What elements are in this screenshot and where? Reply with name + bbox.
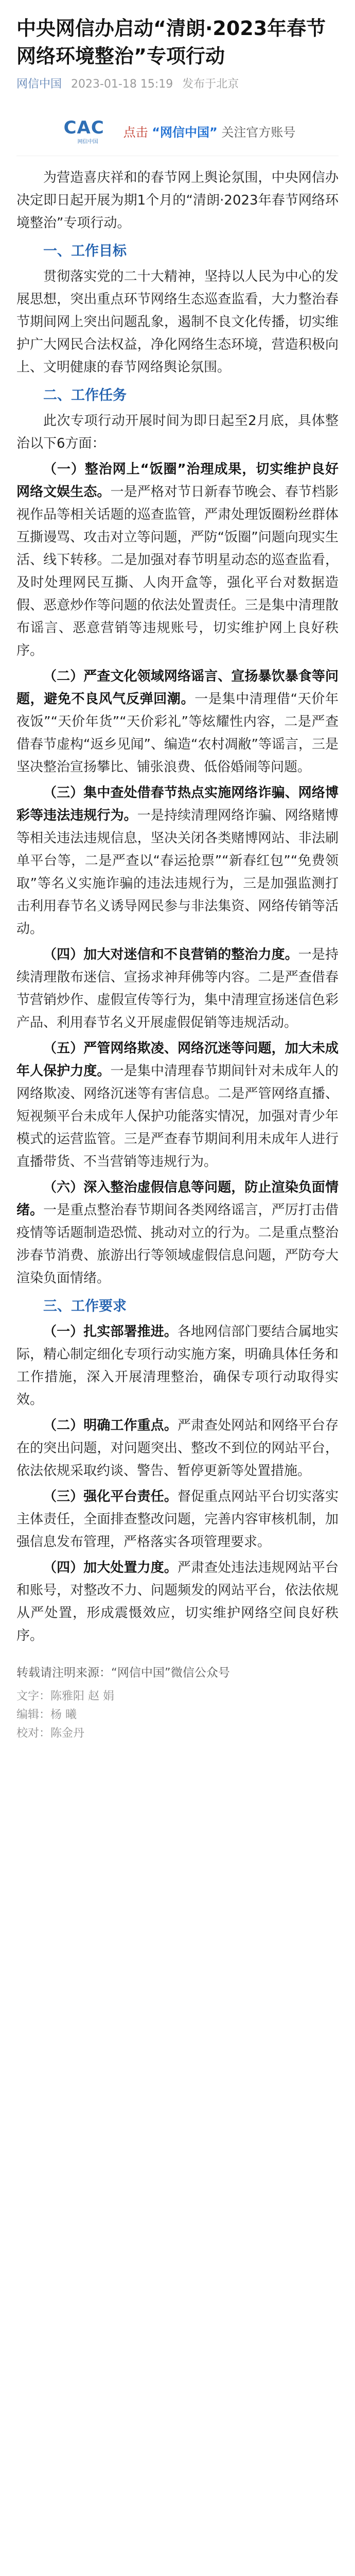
article-footer (0, 1650, 355, 1743)
paragraph-lead: （六）深入整治虚假信息等问题，防止渲染负面情绪。 (16, 1180, 339, 1218)
paragraph-lead: （四）加大对迷信和不良营销的整治力度。 (43, 947, 298, 962)
body-paragraph (16, 1037, 339, 1173)
paragraph-text: 一是持续清理网络诈骗、网络赌博等相关违法违规信息，坚决关闭各类赌博网站、非法刷单平台等，二是严查以“春运抢票”“新春红包”“免费领取”等名义实施诈骗的违法违规行为，三是加强监测打击利用春节名义诱导网民参与非法集资、网络传销等活动。 (16, 808, 339, 937)
credit-row (16, 1706, 339, 1724)
body-paragraph: 为营造喜庆祥和的春节网上舆论氛围，中央网信办决定即日起开展为期1个月的“清朗·2023年春节网络环境整治”专项行动。 (16, 170, 339, 231)
paragraph-text: 一是持续清理散布迷信、宣扬求神拜佛等内容。二是严查借春节营销炒作、虚假宣传等行为，集中清理宣扬迷信色彩产品、利用春节名义开展虚假促销等违规活动。 (16, 947, 339, 1030)
credit-label: 文字： (16, 1690, 51, 1703)
follow-suffix: 关注官方账号 (221, 125, 296, 140)
follow-prefix: 点击 (123, 125, 148, 140)
paragraph-lead: （四）加大处置力度。 (43, 1560, 177, 1575)
credit-label: 编辑： (16, 1708, 51, 1721)
paragraph-text: 一是集中清理春节期间针对未成年人的网络欺凌、网络沉迷等有害信息。二是严管网络直播、短视频平台未成年人保护功能落实情况，加强对青少年模式的运营监管。三是严查春节期间利用未成年人进行直播带货、不当营销等违规行为。 (16, 1063, 339, 1170)
section-heading: 三、工作要求 (43, 1298, 127, 1314)
section-heading: 一、工作目标 (43, 243, 127, 259)
body-paragraph (16, 782, 339, 940)
body-paragraph (16, 1176, 339, 1290)
credit-row (16, 1724, 339, 1743)
paragraph-text: 一是重点整治春节期间各类网络谣言，严厉打击借疫情等话题制造恐慌、挑动对立的行为。二是重点整治涉春节消费、旅游出行等领域虚假信息问题，严防夸大渲染负面情绪。 (16, 1202, 339, 1286)
paragraph-lead: （一）扎实部署推进。 (43, 1324, 177, 1340)
article-body (0, 156, 355, 1647)
paragraph-lead: （三）强化平台责任。 (43, 1489, 177, 1504)
article-title: 中央网信办启动“清朗·2023年春节网络环境整治”专项行动 (16, 17, 326, 67)
paragraph-text: 一是集中清理借“天价年夜饭”“天价年货”“天价彩礼”等炫耀性内容，二是严查借春节虚构“返乡见闻”、编造“农村凋敝”等谣言，三是坚决整治宣扬攀比、铺张浪费、低俗婚闹等问题。 (16, 691, 339, 775)
body-paragraph (16, 1414, 339, 1482)
paragraph-text: 严肃查处网站和网络平台存在的突出问题，对问题突出、整改不到位的网站平台，依法依规采取约谈、警告、暂停更新等处置措施。 (16, 1418, 339, 1479)
credit-row (16, 1687, 339, 1706)
credit-value: 杨 曦 (50, 1708, 77, 1721)
publish-datetime: 2023-01-18 15:19 (71, 78, 173, 91)
publish-location: 发布于北京 (182, 78, 239, 91)
paragraph-lead: （一）整治网上“饭圈”治理成果，切实维护良好网络文娱生态。 (16, 462, 339, 500)
credit-label: 校对： (16, 1727, 51, 1740)
follow-account[interactable]: “网信中国” (152, 125, 218, 140)
paragraph-lead: （三）集中查处借春节热点实施网络诈骗、网络博彩等违法违规行为。 (16, 785, 339, 823)
cac-logo: CAC 网信中国 (63, 117, 104, 145)
body-paragraph: 贯彻落实党的二十大精神，坚持以人民为中心的发展思想，突出重点环节网络生态巡查监看，大力整治春节期间网上突出问题乱象，遏制不良文化传播，切实维护广大网民合法权益，净化网络生态环境，营造积极向上、文明健康的春节网络舆论氛围。 (16, 269, 339, 375)
follow-banner[interactable] (16, 106, 339, 156)
follow-prompt[interactable] (123, 122, 296, 140)
article-header (0, 0, 355, 93)
source-link[interactable]: 网信中国 (16, 78, 62, 91)
body-paragraph (16, 1320, 339, 1411)
body-paragraph (16, 1485, 339, 1553)
credit-value: 陈金丹 (50, 1727, 85, 1740)
paragraph-lead: （五）严管网络欺凌、网络沉迷等问题，加大未成年人保护力度。 (16, 1041, 339, 1079)
section-heading: 二、工作任务 (43, 387, 127, 403)
body-paragraph (16, 665, 339, 778)
body-paragraph (16, 943, 339, 1034)
body-paragraph (16, 458, 339, 662)
paragraph-text: 督促重点网站平台切实落实主体责任，全面排查整改问题，完善内容审核机制，加强信息发布管理，严格落实各项管理要求。 (16, 1489, 339, 1550)
repost-notice: 转载请注明来源：“网信中国”微信公众号 (16, 1666, 230, 1680)
paragraph-lead: （二）明确工作重点。 (43, 1418, 177, 1433)
body-paragraph: 此次专项行动开展时间为即日起至2月底，具体整治以下6方面： (16, 413, 339, 451)
paragraph-lead: （二）严查文化领域网络谣言、宣扬暴饮暴食等问题，避免不良风气反弹回潮。 (16, 669, 339, 707)
article-meta (16, 76, 339, 93)
credit-value: 陈雅阳 赵 娟 (50, 1690, 115, 1703)
paragraph-text: 一是严格对节日新春节晚会、春节档影视作品等相关话题的巡查监管，严肃处理饭圈粉丝群体互撕谩骂、攻击对立等问题，严防“饭圈”问题向现实生活、线下转移。二是加强对春节明星动态的巡查监看，及时处理网民互撕、人肉开盒等，强化平台对数据造假、恶意炒作等问题的依法处置责任。三是集中清理散布谣言、恶意营销等违规账号，切实维护网上良好秩序。 (16, 484, 339, 658)
credits (16, 1687, 339, 1743)
paragraph-text: 严肃查处违法违规网站平台和账号，对整改不力、问题频发的网站平台，依法依规从严处置，形成震慑效应，切实维护网络空间良好秩序。 (16, 1560, 339, 1643)
body-paragraph (16, 1556, 339, 1647)
paragraph-text: 各地网信部门要结合属地实际，精心制定细化专项行动实施方案，明确具体任务和工作措施，深入开展清理整治，确保专项行动取得实效。 (16, 1324, 339, 1408)
